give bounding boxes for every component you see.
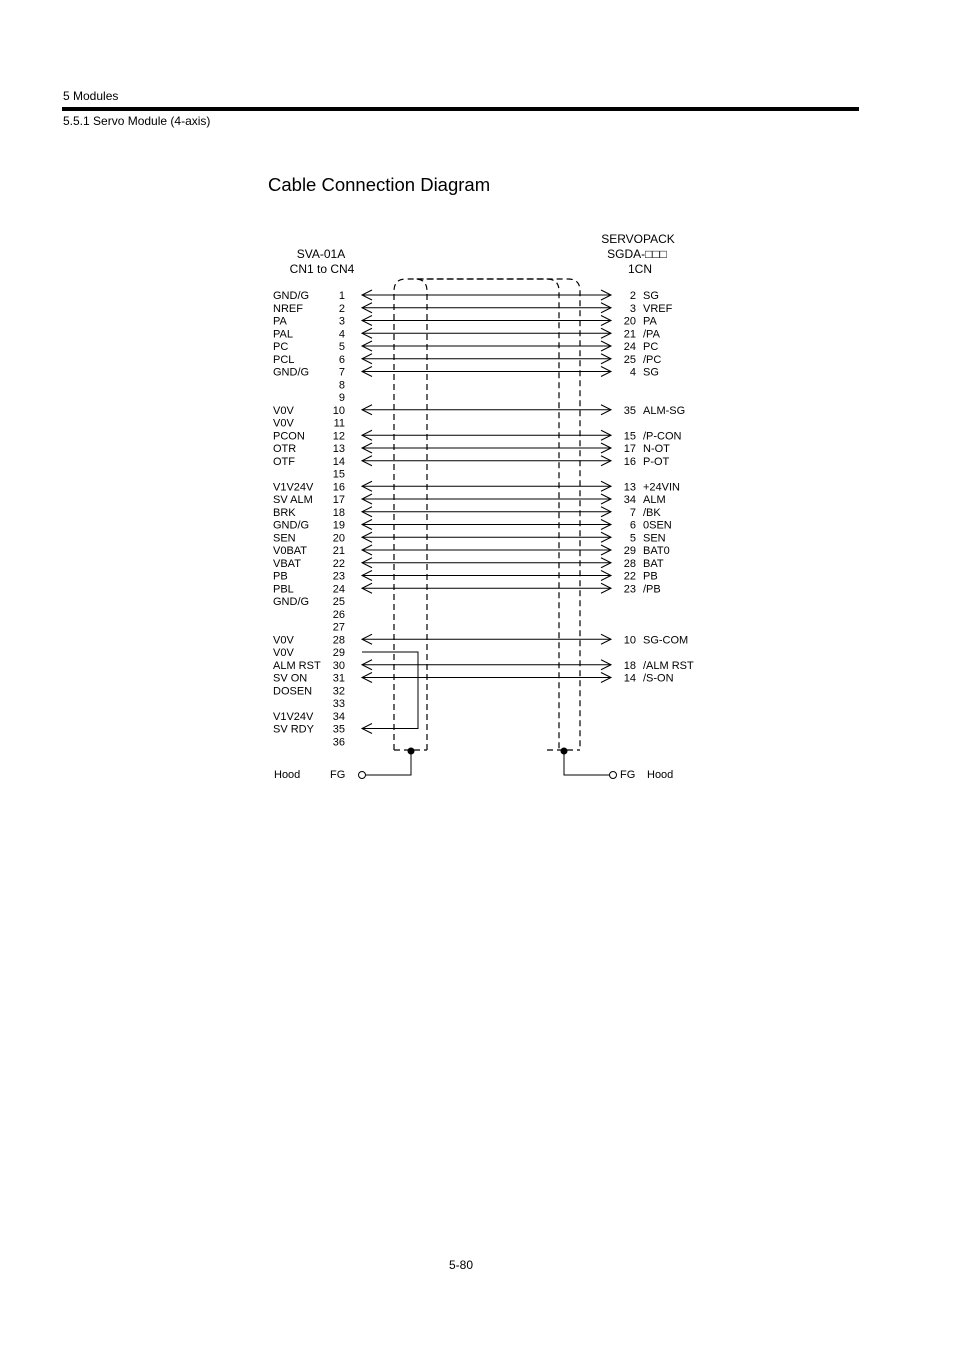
left-pin-number: 2: [338, 302, 345, 315]
left-pin-signal: OTR: [273, 443, 297, 455]
left-pin-signal: GND/G: [273, 366, 310, 379]
left-pin-signal: PAL: [273, 328, 293, 341]
right-pin-number: 25: [623, 353, 636, 366]
left-pin-signal: V0V: [273, 634, 294, 647]
fg-terminal-left: [359, 772, 366, 779]
left-pin-number: 12: [332, 430, 345, 443]
right-pin-signal: PB: [643, 570, 658, 583]
left-pin-number: 31: [332, 672, 345, 685]
left-pin-number: 28: [332, 634, 345, 647]
left-pin-number: 35: [332, 723, 345, 736]
right-pin-signal: /S-ON: [643, 672, 674, 685]
right-pin-signal: SG: [643, 366, 659, 379]
fg-wire-right: [564, 751, 609, 775]
right-pin-signal: /PA: [643, 328, 660, 341]
right-pin-signal: /ALM RST: [643, 659, 694, 672]
left-pin-signal: GND/G: [273, 596, 310, 608]
left-pin-number: 17: [332, 494, 345, 506]
right-pin-number: 2: [629, 290, 636, 302]
right-pin-number: 20: [623, 315, 636, 328]
left-pin-signal: V0V: [273, 404, 294, 417]
left-pin-number: 20: [332, 532, 345, 545]
right-pin-number: 28: [623, 557, 636, 570]
right-connector-name: SERVOPACK: [601, 232, 675, 246]
right-connector-subtitle: 1CN: [627, 262, 653, 276]
right-pin-signal: SG: [643, 290, 659, 302]
left-hood-label: Hood: [274, 769, 301, 781]
left-pin-signal: DOSEN: [273, 685, 313, 698]
left-pin-number: 5: [338, 341, 345, 353]
left-pin-signal: NREF: [273, 302, 303, 315]
right-pin-signal: SEN: [643, 532, 666, 545]
diagram-title: Cable Connection Diagram: [268, 174, 491, 195]
right-pin-number: 14: [623, 672, 636, 685]
right-pin-signal: ALM: [643, 494, 666, 506]
right-pin-signal: VREF: [643, 302, 673, 315]
left-pin-number: 8: [338, 379, 345, 392]
left-pin-number: 6: [338, 353, 345, 366]
left-pin-signal: ALM RST: [273, 659, 321, 672]
right-pin-signal: /BK: [643, 506, 661, 519]
left-pin-signal: PA: [273, 315, 287, 328]
left-pin-number: 36: [332, 736, 345, 749]
left-pin-number: 26: [332, 608, 345, 621]
right-pin-list: [624, 290, 694, 685]
left-pin-number: 19: [332, 519, 345, 532]
right-pin-signal: BAT: [643, 557, 664, 570]
right-pin-number: 15: [623, 430, 636, 443]
right-pin-signal: PA: [643, 315, 657, 328]
right-pin-number: 18: [623, 659, 636, 672]
chapter-header: 5 Modules: [63, 89, 119, 103]
page-number: 5-80: [449, 1258, 474, 1272]
right-pin-signal: /PC: [643, 353, 662, 366]
left-pin-number: 21: [332, 545, 345, 557]
left-pin-number: 25: [332, 596, 345, 608]
right-pin-signal: N-OT: [643, 443, 670, 455]
right-pin-number: 34: [623, 494, 636, 506]
left-connector-subtitle: CN1 to CN4: [289, 262, 355, 276]
left-pin-signal: GND/G: [273, 519, 310, 532]
left-pin-signal: OTF: [273, 455, 295, 468]
left-connector-name: SVA-01A: [296, 247, 346, 261]
wire-group: [362, 290, 611, 683]
left-pin-signal: PCON: [273, 430, 305, 443]
cable-shield-inner: [415, 279, 580, 750]
right-pin-number: 4: [629, 366, 636, 379]
right-pin-signal: BAT0: [643, 545, 670, 557]
cable-shield-left: [394, 279, 559, 750]
left-pin-signal: SEN: [273, 532, 296, 545]
left-pin-signal: V1V24V: [273, 710, 314, 723]
left-pin-number: 7: [338, 366, 345, 379]
right-pin-signal: 0SEN: [643, 519, 672, 532]
left-pin-number: 4: [338, 328, 345, 341]
right-hood-label: Hood: [647, 769, 674, 781]
left-pin-number: 33: [332, 698, 345, 710]
left-pin-number: 29: [332, 647, 345, 659]
left-pin-number: 10: [332, 404, 345, 417]
right-pin-signal: /PB: [643, 583, 661, 596]
left-pin-number: 9: [338, 392, 345, 404]
right-pin-number: 21: [623, 328, 636, 341]
right-pin-number: 24: [623, 341, 636, 353]
left-pin-signal: BRK: [273, 506, 296, 519]
left-pin-number: 27: [332, 621, 345, 634]
left-pin-number: 16: [332, 481, 345, 494]
right-pin-signal: /P-CON: [643, 430, 682, 443]
left-pin-signal: PBL: [273, 583, 294, 596]
right-pin-signal: ALM-SG: [643, 404, 686, 417]
left-pin-number: 30: [332, 659, 345, 672]
jumper-wire: [362, 652, 418, 729]
right-pin-signal: SG-COM: [643, 634, 689, 647]
right-fg-label: FG: [620, 769, 636, 781]
left-pin-signal: SV ON: [273, 672, 308, 685]
left-pin-signal: PB: [273, 570, 288, 583]
left-pin-signal: V0V: [273, 647, 294, 659]
right-pin-number: 7: [629, 506, 636, 519]
right-pin-number: 6: [629, 519, 636, 532]
right-pin-signal: PC: [643, 341, 659, 353]
left-pin-number: 18: [332, 506, 345, 519]
left-pin-signal: GND/G: [273, 290, 310, 302]
fg-terminal-right: [610, 772, 617, 779]
right-pin-number: 29: [623, 545, 636, 557]
right-pin-number: 23: [623, 583, 636, 596]
left-pin-number: 14: [332, 455, 345, 468]
right-pin-number: 16: [623, 455, 636, 468]
right-pin-number: 17: [623, 443, 636, 455]
left-pin-signal: V0V: [273, 417, 294, 430]
left-pin-signal: V1V24V: [273, 481, 314, 494]
left-pin-number: 34: [332, 710, 345, 723]
left-pin-number: 24: [332, 583, 345, 596]
right-pin-number: 3: [629, 302, 636, 315]
right-pin-number: 22: [623, 570, 636, 583]
right-connector-model: SGDA-□□□: [607, 247, 667, 261]
right-pin-signal: +24VIN: [643, 481, 680, 494]
left-pin-number: 3: [338, 315, 345, 328]
left-pin-signal: V0BAT: [273, 545, 308, 557]
left-pin-number: 1: [338, 290, 345, 302]
left-pin-signal: SV ALM: [273, 494, 313, 506]
left-pin-signal: SV RDY: [273, 723, 314, 736]
right-pin-signal: P-OT: [643, 455, 670, 468]
left-pin-number: 22: [332, 557, 345, 570]
left-pin-number: 32: [332, 685, 345, 698]
left-pin-number: 11: [333, 417, 345, 430]
left-pin-signal: VBAT: [273, 557, 301, 570]
left-pin-number: 23: [332, 570, 345, 583]
left-pin-number: 13: [332, 443, 345, 455]
left-pin-signal: PC: [273, 341, 289, 353]
right-pin-number: 35: [623, 404, 636, 417]
left-pin-number: 15: [332, 468, 345, 481]
right-pin-number: 13: [623, 481, 636, 494]
section-header: 5.5.1 Servo Module (4-axis): [63, 114, 211, 128]
right-pin-number: 5: [629, 532, 636, 545]
left-pin-signal: PCL: [273, 353, 295, 366]
left-pin-list: [273, 290, 345, 748]
fg-wire-left: [366, 751, 411, 775]
left-fg-label: FG: [330, 769, 346, 781]
right-pin-number: 10: [623, 634, 636, 647]
